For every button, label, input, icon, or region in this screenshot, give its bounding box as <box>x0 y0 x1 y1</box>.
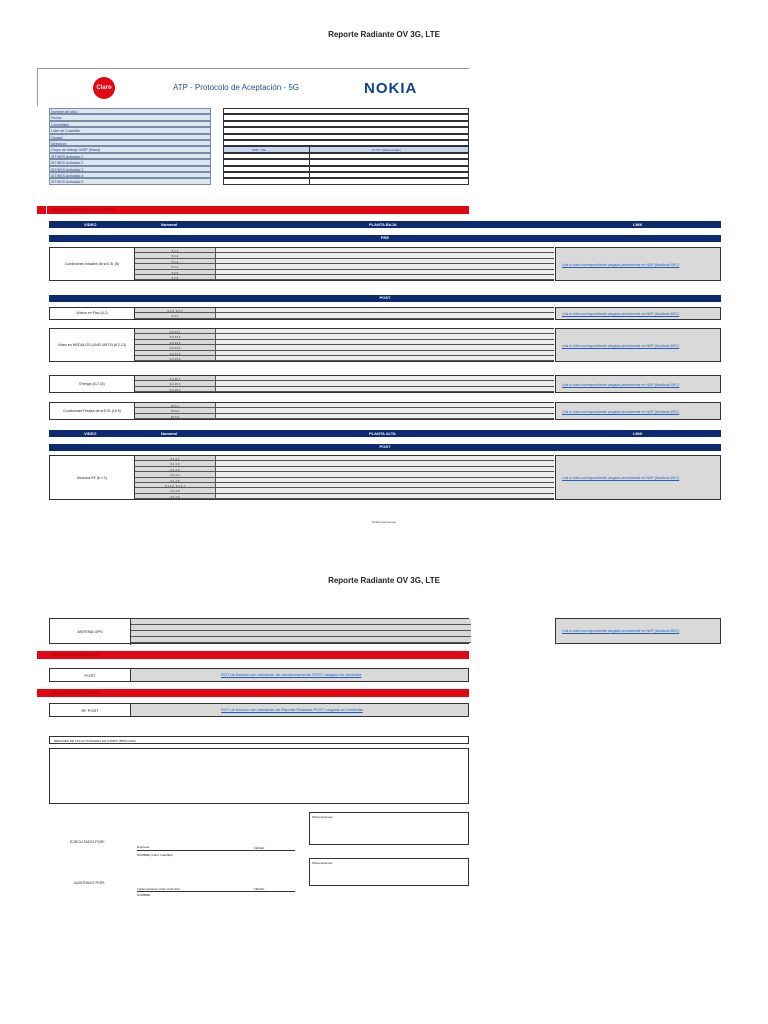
link-cell <box>555 247 721 281</box>
rf-post-link[interactable]: ROT de Acceso con ubicación de Reporte Radiante POST cargado en Umbrella <box>221 707 363 712</box>
description-cell <box>215 259 554 263</box>
group-name: Video en MODULOS (UNSI UMTS) (6.2.13) <box>57 343 126 348</box>
numeral-cell: 16.5.1 <box>170 404 180 408</box>
col-planta: PLANTA BAJA <box>369 222 397 227</box>
numeral-cell: 6.2.15.3 <box>169 387 181 392</box>
table-row <box>134 494 553 499</box>
numeral-cell: 5.1.3 <box>171 259 179 264</box>
description-cell <box>215 264 554 268</box>
description-cell <box>215 403 554 407</box>
group-name: Condiciones Iniciales de la E.B. (8) <box>64 262 120 267</box>
description-cell <box>215 345 554 349</box>
red-section-bar <box>37 206 469 214</box>
col-numeral: Numeral <box>161 222 178 227</box>
numeral-cell: 16.5.2 <box>170 409 180 414</box>
video-link[interactable]: Link a video correspondiente cargado previamente en NDP (Auditoria DEC) <box>562 343 680 348</box>
form-field-value[interactable] <box>223 178 469 184</box>
numeral-cell: 6.1.1.8 <box>170 489 180 494</box>
group-name: Energía (6.2.15) <box>79 382 105 387</box>
video-link[interactable]: Link a video correspondiente cargado previamente en NDP (Auditoria DEC) <box>562 311 680 316</box>
description-cell <box>215 456 554 460</box>
video-group <box>49 402 554 420</box>
group-name: Condiciones Finales de la E.B. (16.5) <box>63 409 121 414</box>
antena-gps-link-cell <box>555 618 721 644</box>
form-field-label: Direccion: <box>49 140 211 146</box>
atp-header <box>37 68 469 106</box>
description-cell <box>215 488 554 492</box>
link-cell <box>555 402 721 420</box>
red-section-bar-3: SECCIÓN DOCUMENTOS <box>37 689 469 697</box>
numeral-cell: 5.1.4 <box>171 265 179 270</box>
antena-gps-group: ANTENA GPS <box>49 618 469 644</box>
description-cell <box>215 387 554 391</box>
link-cell <box>555 375 721 393</box>
description-cell <box>215 275 554 279</box>
col-header-smp: SMP / Site <box>252 148 267 153</box>
video-link[interactable]: Link a video correspondiente cargado previamente en NDP (Auditoria DEC) <box>562 382 680 387</box>
description-cell <box>215 340 554 344</box>
description-cell <box>215 329 554 333</box>
numeral-cell: 5.1.6 <box>171 276 179 280</box>
description-cell <box>215 356 554 360</box>
post-bar: POST <box>49 295 721 302</box>
video-group <box>49 328 554 362</box>
numeral-cell: 6.2.13.1 <box>169 330 181 334</box>
nokia-logo: NOKIA <box>364 80 418 97</box>
video-link[interactable]: Link a video correspondiente cargado previamente en NDP (Auditoria DEC) <box>562 409 680 414</box>
description-cell <box>215 478 554 482</box>
description-cell <box>215 253 554 257</box>
numeral-cell: 6.2.13.2 <box>169 335 181 340</box>
form-field-label: SIT/NSS Actividad 3 <box>49 166 211 172</box>
form-field-label: SIT/NSS Actividad 1 <box>49 153 211 159</box>
description-cell <box>215 472 554 476</box>
video-group <box>49 375 554 393</box>
description-cell <box>215 334 554 338</box>
description-cell <box>215 351 554 355</box>
group-name: Modulos RF (6.1.1) <box>77 475 107 480</box>
col-header-si: SI NS: (Modernizado) <box>372 148 401 153</box>
table-header-planta-alta: VIDEO Numeral PLANTA ALTA LINK <box>49 430 721 437</box>
numeral-cell: 5.1.5 <box>171 270 179 275</box>
description-cell <box>215 248 554 252</box>
table-row <box>134 387 553 392</box>
post-bar-rf: POST <box>49 444 721 451</box>
numeral-cell: 5.1.1 <box>171 249 179 253</box>
numeral-cell: 6.1.1.4 <box>170 473 180 478</box>
audited-by-label: AUDITADO POR: <box>74 880 106 885</box>
link-cell <box>555 455 721 500</box>
numeral-cell: 6.1.1.6, 6.1.1.7 <box>164 484 185 488</box>
form-field-label: SIT/NSS Actividad 2 <box>49 159 211 165</box>
description-cell <box>215 414 554 418</box>
description-cell <box>215 483 554 487</box>
numeral-cell: 6.2.15.2 <box>169 382 181 387</box>
form-field-label: Nombre del sitio: <box>49 108 211 114</box>
table-row <box>134 356 553 361</box>
link-cell <box>555 307 721 320</box>
numeral-cell: 6.2.15.1 <box>169 377 181 381</box>
section-label: SECCIÓN GRABACIÓN DE VIDEO <box>51 207 115 212</box>
numeral-cell: 6.2.13.4 <box>169 346 181 351</box>
numeral-cell: 6.1.1.1 <box>170 457 180 461</box>
form-field-label: Contratista: <box>49 121 211 127</box>
description-cell <box>215 381 554 385</box>
video-link[interactable]: Link a video correspondiente cargado previamente en NDP (Auditoria DEC) <box>562 476 680 481</box>
pre-bar: PRE <box>49 235 721 242</box>
post-doc-link[interactable]: ROT de Acceso con ubicación de comisionamiento POST cargado en Umbrella <box>221 672 362 677</box>
description-cell <box>215 467 554 471</box>
table-header-planta-baja <box>49 221 721 228</box>
numeral-cell: 6.1.1.2 <box>170 462 180 467</box>
video-group <box>49 307 554 320</box>
site-form <box>49 108 469 185</box>
form-field-label: Ciudad: <box>49 134 211 140</box>
summary-title-box: RESUMEN DE LAS ACTIVIDADES EN CAMPO (BITACORA) <box>49 736 469 744</box>
form-field-label: Grupo de trabajo IVMP (Nokia) <box>49 146 211 152</box>
form-row <box>49 178 469 184</box>
page2-title: Reporte Radiante OV 3G, LTE <box>328 576 440 585</box>
link-cell <box>555 328 721 362</box>
post-doc-row: POST ROT de Acceso con ubicación de comisionamiento POST cargado en Umbrella <box>49 668 469 682</box>
numeral-cell: 6.1.1.9 <box>170 494 180 499</box>
video-link[interactable]: Link a video correspondiente cargado previamente en NDP (Auditoria DEC) <box>562 262 680 267</box>
footer-note: Nokia Internal use <box>371 520 397 524</box>
numeral-cell: 6.2.13.3 <box>169 340 181 345</box>
description-cell <box>215 308 554 312</box>
antena-gps-link[interactable]: Link a video correspondiente cargado previamente en NDP (Auditoria DEC) <box>562 629 680 633</box>
form-field-label: Líder de Cuadrilla: <box>49 127 211 133</box>
description-cell <box>215 494 554 498</box>
description-cell <box>215 270 554 274</box>
description-cell <box>215 408 554 412</box>
numeral-cell: 16.5.3 <box>170 414 180 419</box>
observaciones-ejecutado[interactable]: Observaciones: <box>309 812 469 845</box>
numeral-cell: 6.2.3 <box>171 314 179 319</box>
description-cell <box>215 461 554 465</box>
numeral-cell: 6.1.1.3 <box>170 467 180 472</box>
table-row <box>134 275 553 280</box>
table-row <box>134 313 553 318</box>
claro-logo: Claro <box>93 77 115 99</box>
col-video: VIDEO <box>84 222 97 227</box>
group-name: Videos en Piso (6.2) <box>76 311 108 316</box>
summary-textarea[interactable] <box>49 748 469 804</box>
video-group <box>49 247 554 281</box>
atp-heading: ATP - Protocolo de Aceptación - 5G <box>173 83 299 92</box>
executed-by-label: EJECUTADO POR: <box>70 839 105 844</box>
numeral-cell: 6.2.13.6 <box>169 357 181 361</box>
table-row <box>134 414 553 419</box>
description-cell <box>215 376 554 380</box>
numeral-cell: 5.1.2 <box>171 254 179 259</box>
observaciones-auditado[interactable]: Observaciones: <box>309 858 469 886</box>
form-field-label: SIT/NSS Actividad 4 <box>49 172 211 178</box>
col-link: LINK <box>633 222 643 227</box>
numeral-cell: 6.2.1, 6.2.2 <box>167 309 183 313</box>
description-cell <box>215 313 554 317</box>
form-field-label: Fecha: <box>49 114 211 120</box>
page-title: Reporte Radiante OV 3G, LTE <box>328 30 440 39</box>
numeral-cell: 6.2.13.5 <box>169 351 181 356</box>
numeral-cell: 6.1.1.5 <box>170 478 180 483</box>
form-field-label: SIT/NSS Actividad 5 <box>49 178 211 184</box>
red-section-bar-2: SECCIÓN DOCUMENTOS <box>37 651 469 659</box>
rf-post-row: RF POST ROT de Acceso con ubicación de Reporte Radiante POST cargado en Umbrella <box>49 703 469 717</box>
video-group <box>49 455 554 500</box>
